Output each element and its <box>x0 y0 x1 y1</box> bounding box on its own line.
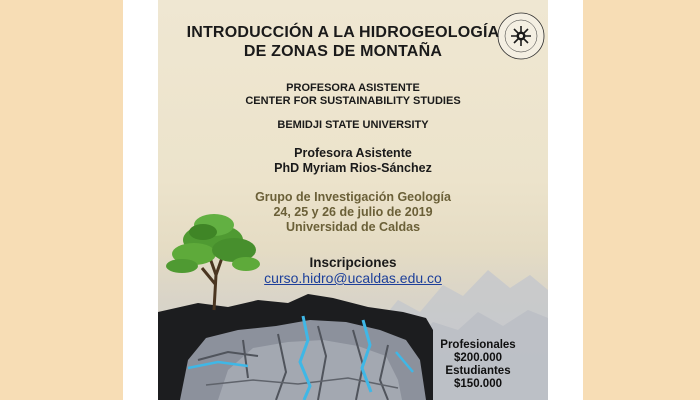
research-group: Grupo de Investigación Geología <box>255 190 451 204</box>
left-white-border <box>123 0 158 400</box>
speaker-center: CENTER FOR SUSTAINABILITY STUDIES <box>245 95 461 107</box>
event-dates: 24, 25 y 26 de julio de 2019 <box>273 205 433 219</box>
registration-label: Inscripciones <box>309 255 397 270</box>
course-poster <box>158 0 548 400</box>
price-professionals-label: Profesionales <box>440 339 516 351</box>
speaker-role-uppercase: PROFESORA ASISTENTE <box>286 82 420 94</box>
price-students-amount: $150.000 <box>454 378 502 390</box>
event-host: Universidad de Caldas <box>285 220 421 234</box>
price-professionals-amount: $200.000 <box>454 352 502 364</box>
price-students-label: Estudiantes <box>445 365 511 377</box>
registration-email-link[interactable]: curso.hidro@ucaldas.edu.co <box>264 270 442 286</box>
right-white-border <box>548 0 583 400</box>
course-title-line-2: DE ZONAS DE MONTAÑA <box>243 43 443 60</box>
course-title-line-1: INTRODUCCIÓN A LA HIDROGEOLOGÍA <box>186 24 500 41</box>
speaker-role: Profesora Asistente <box>294 146 412 160</box>
registration-email-row <box>158 270 548 288</box>
speaker-university: BEMIDJI STATE UNIVERSITY <box>277 119 429 131</box>
speaker-name: PhD Myriam Rios-Sánchez <box>274 161 432 175</box>
